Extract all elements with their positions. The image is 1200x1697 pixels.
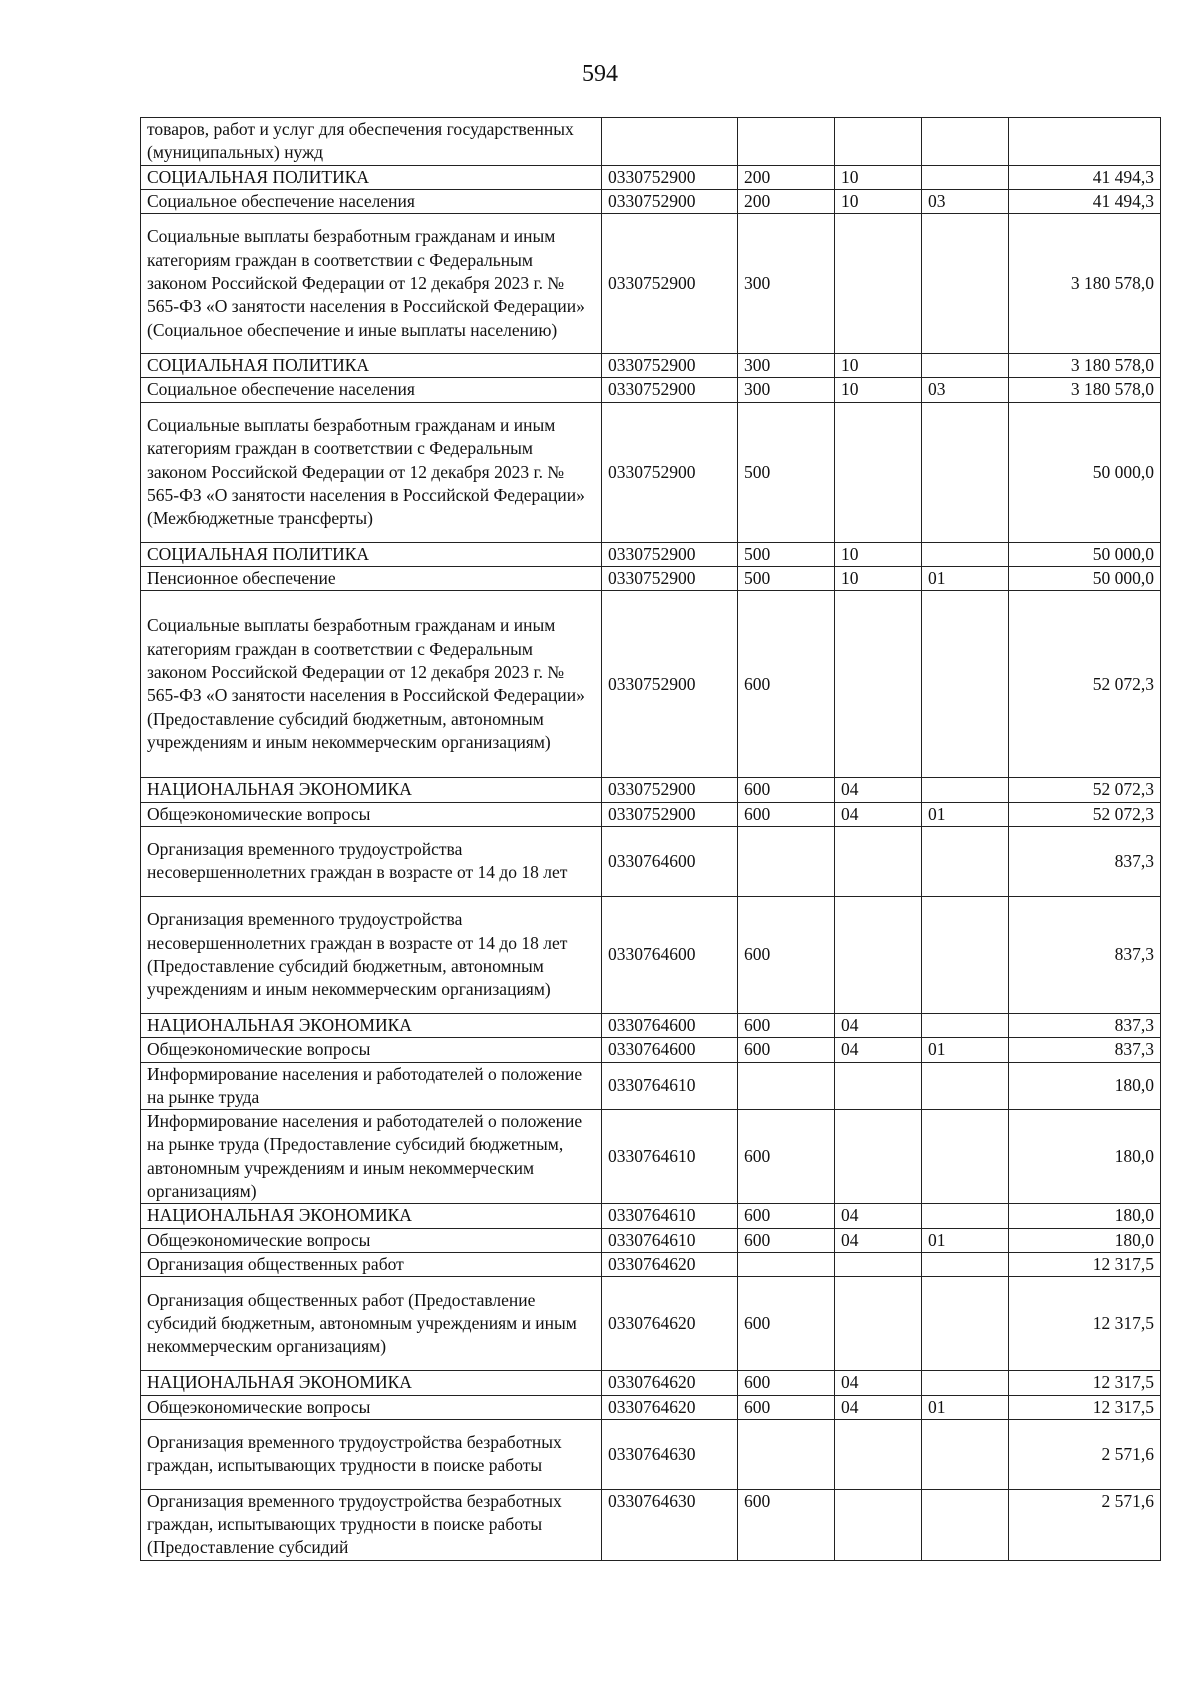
row-name: Общеэкономические вопросы [141, 1395, 602, 1419]
table-row [141, 567, 1161, 591]
row-pr [922, 165, 1009, 189]
row-pr: 01 [922, 1228, 1009, 1252]
row-rz [835, 1277, 922, 1371]
row-csr: 0330764600 [602, 826, 738, 896]
row-sum: 52 072,3 [1009, 778, 1161, 802]
row-pr [922, 118, 1009, 166]
row-pr [922, 402, 1009, 542]
table-row [141, 778, 1161, 802]
row-name: Информирование населения и работодателей о положение на рынке труда [141, 1062, 602, 1110]
row-sum: 12 317,5 [1009, 1395, 1161, 1419]
row-rz [835, 1110, 922, 1204]
row-pr [922, 1013, 1009, 1037]
row-csr: 0330752900 [602, 802, 738, 826]
row-rz [835, 402, 922, 542]
row-name: Общеэкономические вопросы [141, 1228, 602, 1252]
row-rz: 10 [835, 165, 922, 189]
row-pr: 03 [922, 378, 1009, 402]
table-row [141, 542, 1161, 566]
row-pr [922, 591, 1009, 778]
row-vr [738, 1062, 835, 1110]
row-csr: 0330764610 [602, 1204, 738, 1228]
row-vr: 600 [738, 1489, 835, 1560]
table-row [141, 1204, 1161, 1228]
row-rz: 10 [835, 378, 922, 402]
row-vr: 500 [738, 567, 835, 591]
row-pr [922, 1110, 1009, 1204]
row-sum [1009, 118, 1161, 166]
row-sum: 2 571,6 [1009, 1489, 1161, 1560]
row-name: НАЦИОНАЛЬНАЯ ЭКОНОМИКА [141, 1204, 602, 1228]
row-name: Организация временного трудоустройства безработных граждан, испытывающих трудности в поиске работы (Предоставление субсидий [141, 1489, 602, 1560]
row-name: СОЦИАЛЬНАЯ ПОЛИТИКА [141, 165, 602, 189]
row-csr [602, 118, 738, 166]
row-rz: 10 [835, 354, 922, 378]
row-csr: 0330752900 [602, 214, 738, 354]
row-rz: 04 [835, 1228, 922, 1252]
row-sum: 12 317,5 [1009, 1371, 1161, 1395]
page-number: 594 [582, 61, 618, 87]
row-rz: 04 [835, 1013, 922, 1037]
row-name: Социальное обеспечение населения [141, 378, 602, 402]
row-vr: 600 [738, 1228, 835, 1252]
table-row [141, 802, 1161, 826]
row-csr: 0330752900 [602, 354, 738, 378]
row-sum: 180,0 [1009, 1110, 1161, 1204]
table-row [141, 354, 1161, 378]
row-pr: 01 [922, 802, 1009, 826]
row-pr [922, 1252, 1009, 1276]
row-name: Организация общественных работ [141, 1252, 602, 1276]
row-sum: 3 180 578,0 [1009, 214, 1161, 354]
row-rz: 04 [835, 1371, 922, 1395]
row-vr: 600 [738, 1204, 835, 1228]
row-csr: 0330764610 [602, 1110, 738, 1204]
row-rz: 10 [835, 542, 922, 566]
row-pr [922, 778, 1009, 802]
row-csr: 0330764630 [602, 1489, 738, 1560]
row-sum: 12 317,5 [1009, 1277, 1161, 1371]
table-row [141, 118, 1161, 166]
table-row [141, 1228, 1161, 1252]
table-row [141, 189, 1161, 213]
table-row [141, 1419, 1161, 1489]
row-rz: 10 [835, 189, 922, 213]
row-pr [922, 354, 1009, 378]
row-csr: 0330764610 [602, 1228, 738, 1252]
row-csr: 0330752900 [602, 402, 738, 542]
row-name: Социальные выплаты безработным гражданам и иным категориям граждан в соответствии с Федеральным законом Российской Федерации от 12 декабря 2023 г. № 565-ФЗ «О занятости населения в Российской Федерации» (Межбюджетные трансферты) [141, 402, 602, 542]
row-rz: 04 [835, 1038, 922, 1062]
table-row [141, 1062, 1161, 1110]
row-rz [835, 896, 922, 1013]
row-pr [922, 1489, 1009, 1560]
row-csr: 0330764600 [602, 1013, 738, 1037]
row-vr: 300 [738, 378, 835, 402]
row-sum: 52 072,3 [1009, 802, 1161, 826]
row-pr [922, 214, 1009, 354]
row-pr [922, 1371, 1009, 1395]
row-vr: 600 [738, 802, 835, 826]
row-sum: 3 180 578,0 [1009, 354, 1161, 378]
row-pr [922, 1062, 1009, 1110]
row-vr: 600 [738, 778, 835, 802]
table-row [141, 1489, 1161, 1560]
row-pr [922, 826, 1009, 896]
row-name: Общеэкономические вопросы [141, 802, 602, 826]
row-sum: 837,3 [1009, 896, 1161, 1013]
row-csr: 0330764620 [602, 1277, 738, 1371]
row-name: Социальные выплаты безработным гражданам и иным категориям граждан в соответствии с Федеральным законом Российской Федерации от 12 декабря 2023 г. № 565-ФЗ «О занятости населения в Российской Федерации» (Предоставление субсидий бюджетным, автономным учреждениям и иным некоммерческим организациям) [141, 591, 602, 778]
row-csr: 0330752900 [602, 189, 738, 213]
row-rz: 04 [835, 802, 922, 826]
row-pr: 01 [922, 567, 1009, 591]
row-vr: 600 [738, 591, 835, 778]
row-rz [835, 1489, 922, 1560]
row-sum: 52 072,3 [1009, 591, 1161, 778]
row-pr [922, 896, 1009, 1013]
row-sum: 41 494,3 [1009, 189, 1161, 213]
table-row [141, 165, 1161, 189]
row-vr: 600 [738, 1395, 835, 1419]
row-csr: 0330764620 [602, 1395, 738, 1419]
row-rz [835, 214, 922, 354]
row-csr: 0330752900 [602, 542, 738, 566]
table-row [141, 826, 1161, 896]
row-csr: 0330764610 [602, 1062, 738, 1110]
row-sum: 50 000,0 [1009, 542, 1161, 566]
row-csr: 0330764620 [602, 1252, 738, 1276]
row-sum: 180,0 [1009, 1204, 1161, 1228]
row-name: Организация временного трудоустройства безработных граждан, испытывающих трудности в поиске работы [141, 1419, 602, 1489]
row-name: товаров, работ и услуг для обеспечения государственных (муниципальных) нужд [141, 118, 602, 166]
row-vr [738, 118, 835, 166]
row-pr [922, 1419, 1009, 1489]
row-sum: 41 494,3 [1009, 165, 1161, 189]
row-csr: 0330764600 [602, 1038, 738, 1062]
row-vr: 500 [738, 542, 835, 566]
row-csr: 0330752900 [602, 378, 738, 402]
row-vr: 600 [738, 1371, 835, 1395]
row-vr: 600 [738, 1038, 835, 1062]
row-rz [835, 1419, 922, 1489]
table-row [141, 1277, 1161, 1371]
row-rz: 04 [835, 778, 922, 802]
row-name: Социальные выплаты безработным гражданам и иным категориям граждан в соответствии с Федеральным законом Российской Федерации от 12 декабря 2023 г. № 565-ФЗ «О занятости населения в Российской Федерации» (Социальное обеспечение и иные выплаты населению) [141, 214, 602, 354]
table-row [141, 402, 1161, 542]
row-sum: 837,3 [1009, 1038, 1161, 1062]
row-vr: 600 [738, 1013, 835, 1037]
row-vr [738, 1419, 835, 1489]
table-row [141, 214, 1161, 354]
row-sum: 2 571,6 [1009, 1419, 1161, 1489]
row-csr: 0330752900 [602, 165, 738, 189]
row-sum: 837,3 [1009, 1013, 1161, 1037]
row-sum: 3 180 578,0 [1009, 378, 1161, 402]
row-sum: 12 317,5 [1009, 1252, 1161, 1276]
row-name: НАЦИОНАЛЬНАЯ ЭКОНОМИКА [141, 778, 602, 802]
row-vr: 600 [738, 1110, 835, 1204]
row-rz: 04 [835, 1204, 922, 1228]
row-csr: 0330764600 [602, 896, 738, 1013]
budget-table [140, 117, 1161, 1561]
table-row [141, 1038, 1161, 1062]
row-name: Информирование населения и работодателей о положение на рынке труда (Предоставление субсидий бюджетным, автономным учреждениям и иным некоммерческим организациям) [141, 1110, 602, 1204]
row-name: НАЦИОНАЛЬНАЯ ЭКОНОМИКА [141, 1371, 602, 1395]
row-csr: 0330752900 [602, 778, 738, 802]
row-name: СОЦИАЛЬНАЯ ПОЛИТИКА [141, 354, 602, 378]
row-vr: 300 [738, 214, 835, 354]
table-row [141, 1395, 1161, 1419]
row-sum: 180,0 [1009, 1062, 1161, 1110]
row-name: НАЦИОНАЛЬНАЯ ЭКОНОМИКА [141, 1013, 602, 1037]
row-name: Пенсионное обеспечение [141, 567, 602, 591]
table-row [141, 1110, 1161, 1204]
row-sum: 180,0 [1009, 1228, 1161, 1252]
table-row [141, 1252, 1161, 1276]
row-name: СОЦИАЛЬНАЯ ПОЛИТИКА [141, 542, 602, 566]
row-name: Организация общественных работ (Предоставление субсидий бюджетным, автономным учреждениям и иным некоммерческим организациям) [141, 1277, 602, 1371]
row-sum: 50 000,0 [1009, 567, 1161, 591]
row-vr: 300 [738, 354, 835, 378]
row-csr: 0330764620 [602, 1371, 738, 1395]
row-rz [835, 1252, 922, 1276]
row-csr: 0330764630 [602, 1419, 738, 1489]
row-name: Организация временного трудоустройства несовершеннолетних граждан в возрасте от 14 до 18 лет [141, 826, 602, 896]
row-vr [738, 826, 835, 896]
row-name: Общеэкономические вопросы [141, 1038, 602, 1062]
row-rz: 10 [835, 567, 922, 591]
row-sum: 50 000,0 [1009, 402, 1161, 542]
table-row [141, 378, 1161, 402]
table-row [141, 1013, 1161, 1037]
row-vr: 200 [738, 189, 835, 213]
row-name: Организация временного трудоустройства несовершеннолетних граждан в возрасте от 14 до 18 лет (Предоставление субсидий бюджетным, автономным учреждениям и иным некоммерческим организациям) [141, 896, 602, 1013]
row-vr: 200 [738, 165, 835, 189]
row-csr: 0330752900 [602, 591, 738, 778]
row-vr [738, 1252, 835, 1276]
row-csr: 0330752900 [602, 567, 738, 591]
row-pr: 01 [922, 1038, 1009, 1062]
row-pr: 03 [922, 189, 1009, 213]
row-rz: 04 [835, 1395, 922, 1419]
row-vr: 500 [738, 402, 835, 542]
row-pr [922, 542, 1009, 566]
row-pr [922, 1277, 1009, 1371]
row-rz [835, 118, 922, 166]
row-pr: 01 [922, 1395, 1009, 1419]
row-rz [835, 591, 922, 778]
row-vr: 600 [738, 896, 835, 1013]
row-pr [922, 1204, 1009, 1228]
table-row [141, 896, 1161, 1013]
table-row [141, 591, 1161, 778]
row-name: Социальное обеспечение населения [141, 189, 602, 213]
table-row [141, 1371, 1161, 1395]
budget-table-body [141, 118, 1161, 1561]
row-rz [835, 826, 922, 896]
row-rz [835, 1062, 922, 1110]
row-sum: 837,3 [1009, 826, 1161, 896]
row-vr: 600 [738, 1277, 835, 1371]
